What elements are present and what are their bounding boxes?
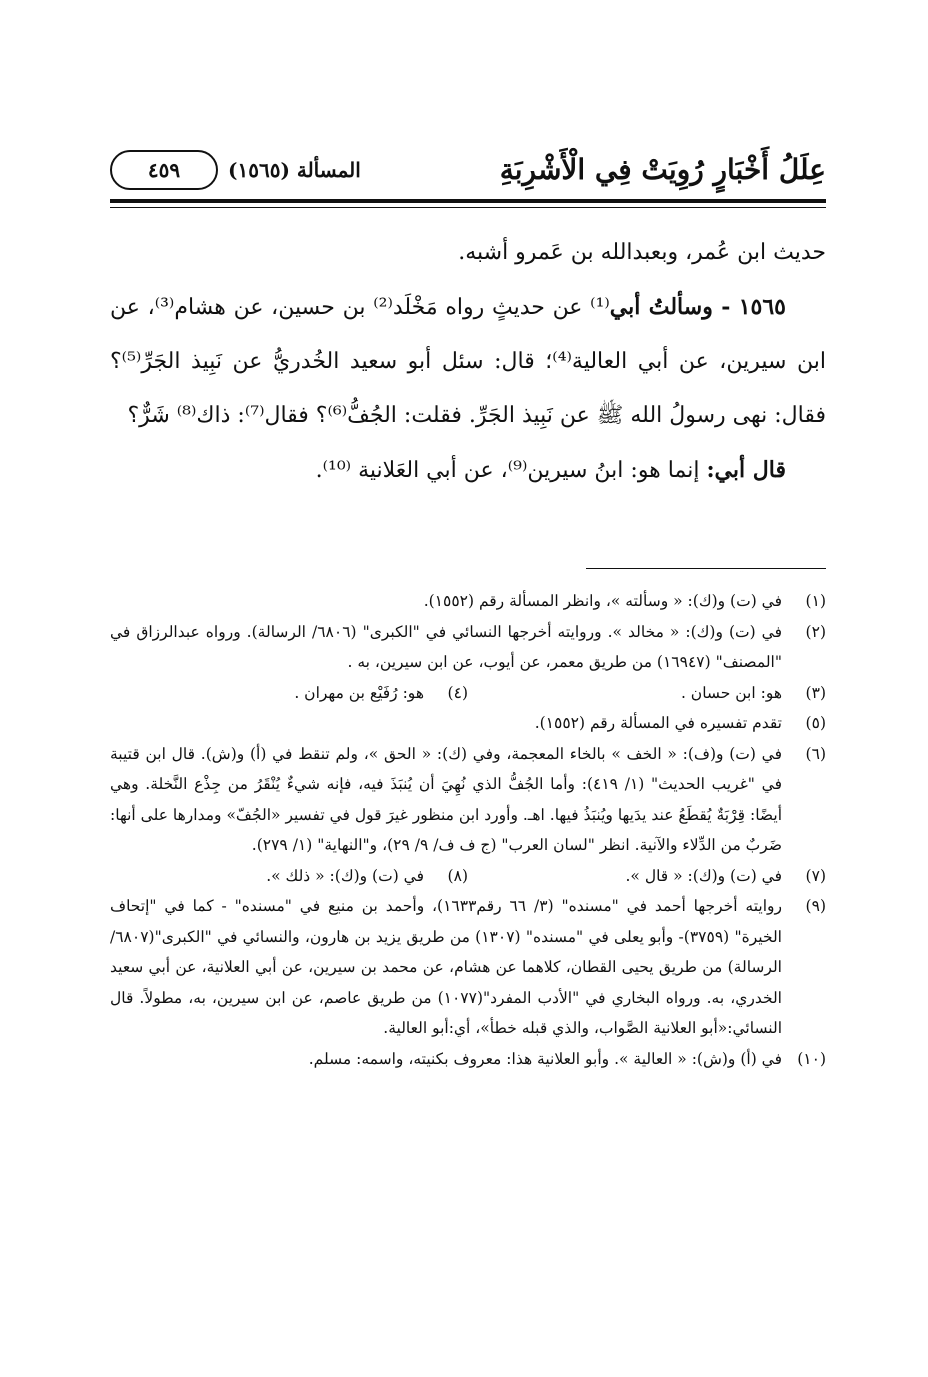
footnote-2	[110, 617, 826, 678]
footnote-number: (٩)	[805, 897, 826, 915]
question-text: ⁽¹⁾ عن حديثٍ رواه مَخْلَد⁽²⁾ بن حسين، عن هشام⁽³⁾، عن ابن سيرين، عن أبي العالية⁽⁴⁾؛ قال: سئل أبو سعيد الخُدريُّ عن نَبِيذ الجَرِّ⁽⁵⁾؟ فقال: نهى رسولُ الله ﷺ عن نَبِيذ الجَرِّ. فقلت: الجُفُّ⁽⁶⁾؟ فقال⁽⁷⁾: ذاك⁽⁸⁾ شَرٌّ؟	[110, 295, 826, 428]
footnote-text: هو: رُفَيْع بن مهران .	[294, 683, 424, 702]
footnote-number: (٢)	[805, 622, 826, 641]
footnote-5	[110, 708, 826, 739]
footnote-text: في (ت) و(ف): « الخف » بالخاء المعجمة، وفي (ك): « الحق »، ولم تنقط في (أ) و(ش). قال ابن قتيبة في "غريب الحديث" (١/ ٤١٩): وأما الجُفُّ الذي نُهِيَ أن يُنبَذَ فيه، فإنه شيءٌ يُنْقَرُ من جِذْع النَّخلة. وهي أيضًا: قِرْبَةٌ يُقطَعُ عند يدَيها ويُنبَذُ فيها. اهـ. وأورد ابن منظور غيرَ قول في تفسير «الجُفّ» ومدارها على أنها: ضَربٌ من الدِّلاء والآنية. انظر "لسان العرب" (ج ف ف/ ٩/ ٢٩)، و"النهاية" (١/ ٢٧٩).	[110, 744, 782, 854]
book-title: عِلَلُ أَخْبَارٍ رُوِيَتْ فِي الْأَشْرِبَةِ	[499, 153, 826, 186]
footnote-6	[110, 739, 826, 861]
header-rule-thick	[110, 199, 826, 203]
footnote-number: (٥)	[805, 714, 826, 732]
footnote-number: (١٠)	[797, 1049, 826, 1068]
footnote-text: هو: ابن حسان .	[680, 683, 782, 702]
previous-text-line: حديث ابن عُمر، وبعبدالله بن عَمرو أشبه.	[458, 240, 826, 265]
question-number: ١٥٦٥ -	[712, 294, 786, 320]
issue-label: المسألة (١٥٦٥)	[228, 158, 361, 182]
footnote-text: روايته أخرجها أحمد في "مسنده" (٣/ ٦٦ رقم١٦٣٣)، وأحمد بن منيع في "مسنده" - كما في "إتحاف الخيرة" (٣٧٥٩)- وأبو يعلى في "مسنده" (١٣٠٧) من طريق يزيد بن هارون، والنسائي في "الكبرى"(٦٨٠٧/ الرسالة) من طريق يحيى القطان، كلاهما عن هشام، عن محمد بن سيرين، عن أبي العلانية، عن أبي سعيد الخدري، به. ورواه البخاري في "الأدب المفرد"(١٠٧٧) من طريق عاصم، عن ابن سيرين، به، مطولاً. قال النسائي:«أبو العلانية الصَّواب، والذي قبله خطأ»، أي:أبو العالية.	[110, 897, 783, 1037]
footnote-text: في (أ) و(ش): « العالية ». وأبو العلانية هذا: معروف بكنيته، واسمه: مسلم.	[308, 1049, 782, 1068]
header-rule-thin	[110, 207, 826, 208]
question-paragraph	[110, 280, 826, 443]
answer-lead: قال أبي:	[706, 457, 786, 483]
answer-text: إنما هو: ابنُ سيرين⁽⁹⁾، عن أبي العَلانية ⁽¹⁰⁾.	[315, 458, 707, 483]
answer-paragraph	[110, 443, 826, 498]
page-header	[110, 150, 826, 194]
footnote-text: في (ت) و(ك): « وسألته »، وانظر المسألة رقم (١٥٥٢).	[423, 592, 782, 610]
footnote-text: تقدم تفسيره في المسألة رقم (١٥٥٢).	[534, 714, 782, 732]
footnote-number: (٦)	[805, 744, 826, 763]
footnote-3-4	[110, 678, 826, 709]
footnote-text: في (ت) و(ك): « قال ».	[625, 866, 782, 885]
footnote-number: (٨)	[447, 866, 468, 885]
footnote-number: (٧)	[805, 866, 826, 885]
page-number: ٤٥٩	[110, 150, 218, 190]
footnote-number: (٣)	[805, 683, 826, 702]
footnote-text: في (ت) و(ك): « مخالد ». وروايته أخرجها النسائي في "الكبرى" (٦٨٠٦/ الرسالة). ورواه عبدالرزاق في "المصنف" (١٦٩٤٧) من طريق معمر، عن أيوب، عن ابن سيرين، به .	[110, 622, 782, 671]
footnote-text: في (ت) و(ك): « ذلك ».	[266, 866, 424, 885]
footnote-10	[110, 1044, 826, 1075]
main-text	[110, 226, 826, 498]
question-lead: وسألتُ أبي	[609, 294, 713, 320]
footnote-separator	[586, 568, 826, 569]
footnote-number: (١)	[805, 592, 826, 610]
footnote-7-8	[110, 861, 826, 892]
footnote-9	[110, 891, 826, 1044]
footnote-1	[110, 586, 826, 617]
footnote-number: (٤)	[447, 683, 468, 702]
footnotes	[110, 586, 826, 1074]
